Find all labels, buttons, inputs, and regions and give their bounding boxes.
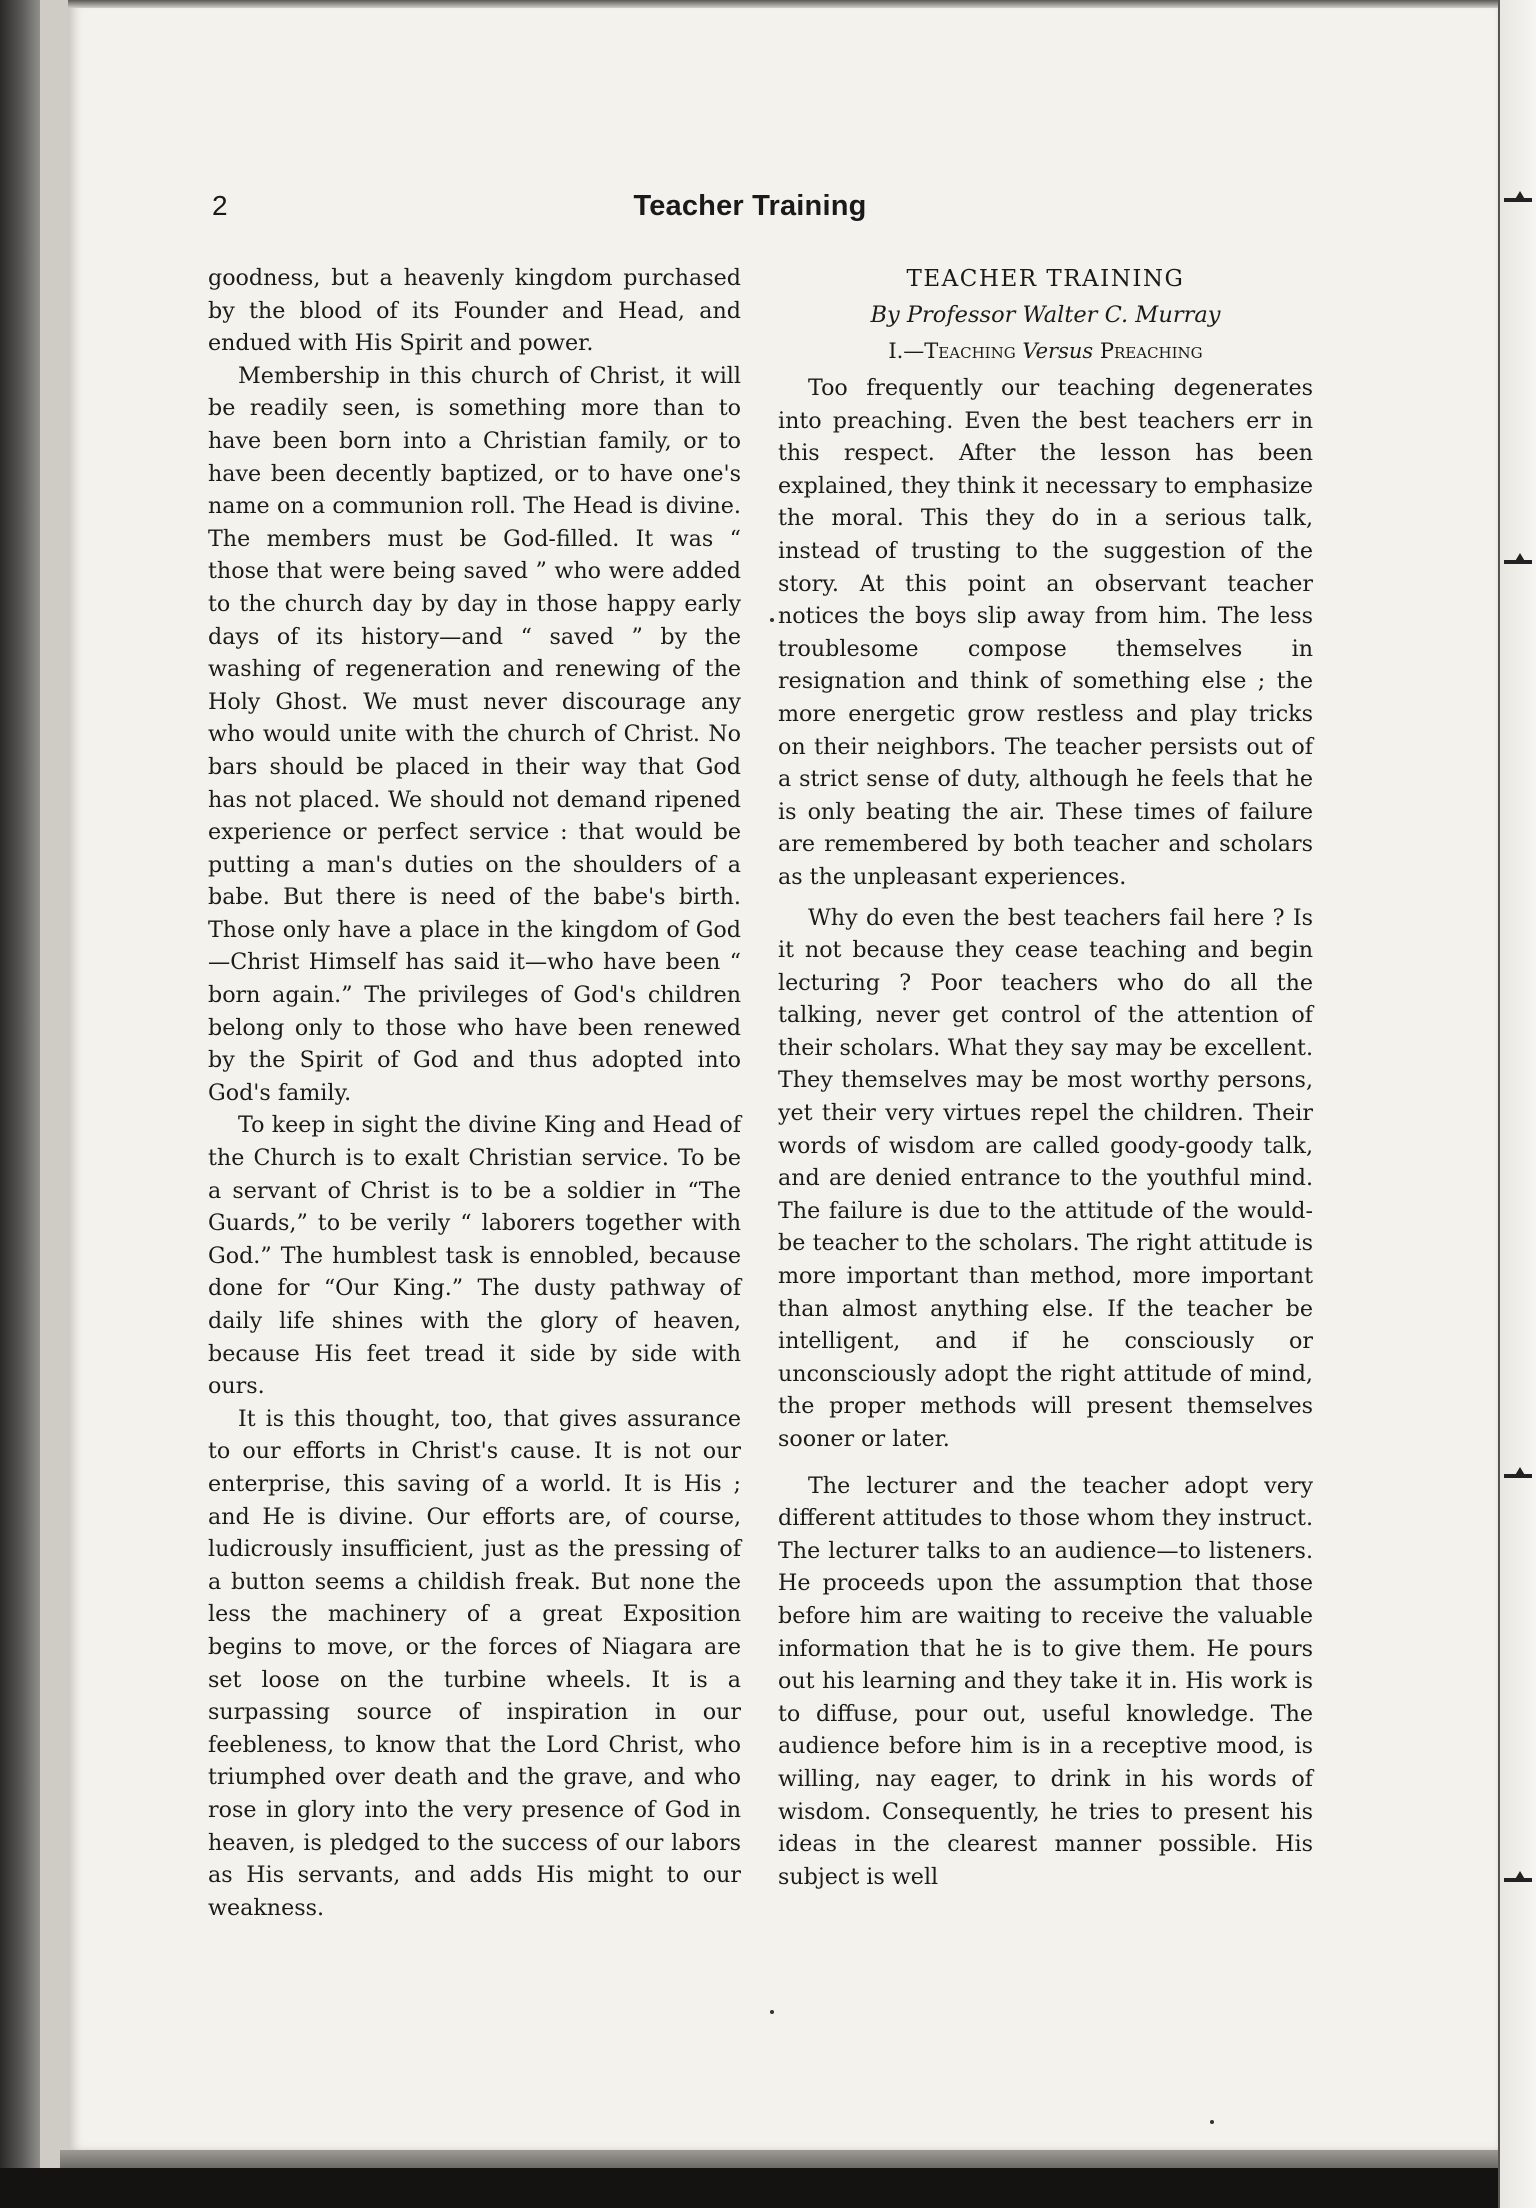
article-byline: By Professor Walter C. Murray <box>870 302 1221 328</box>
scan-marker-icon <box>1504 560 1532 564</box>
paragraph: goodness, but a heavenly kingdom purchased by the blood of its Founder and Head, and endued with His Spirit and power. <box>208 265 741 357</box>
page-bottom-edge <box>60 2150 1520 2168</box>
scan-marker-icon <box>1504 198 1532 202</box>
article-title: TEACHER TRAINING <box>906 266 1185 292</box>
running-title: Teacher Training <box>633 190 867 222</box>
page-top-edge <box>68 0 1508 8</box>
left-column <box>208 262 741 1924</box>
paragraph: Membership in this church of Christ, it will be readily seen, is something more than to have been born into a Christian family, or to have been decently baptized, or to have one's name on a communion roll. The Head is divine. The members must be God-filled. It was “ those that were being saved ” who were added to the church day by day in those happy early days of its history—and “ saved ” by the washing of regeneration and renewing of the Holy Ghost. We must never discourage any who would unite with the church of Christ. No bars should be placed in their way that God has not placed. We should not demand ripened experience or perfect service : that would be putting a man's duties on the shoulders of a babe. But there is need of the babe's birth. Those only have a place in the kingdom of God—Christ Himself has said it—who have been “ born again.” The privileges of God's children belong only to those who have been renewed by the Spirit of God and thus adopted into God's family. <box>208 362 741 1106</box>
scan-background <box>0 2168 1536 2208</box>
scan-speck <box>770 618 774 622</box>
section-heading-suffix: Preaching <box>1099 339 1203 363</box>
section-heading-versus: Versus <box>1022 339 1094 363</box>
scan-right-rule <box>1498 0 1500 2208</box>
paragraph: Why do even the best teachers fail here ? Is it not because they cease teaching and begin lecturing ? Poor teachers who do all the talking, never get control of the attention of their scholars. What they say may be excellent. They themselves may be most worthy persons, yet their very virtues repel the children. Their words of wisdom are called goody-goody talk, and are denied entrance to the youthful mind. The failure is due to the attitude of the would-be teacher to the scholars. The right attitude is more important than method, more important than almost anything else. If the teacher be intelligent, and if he consciously or unconsciously adopt the right attitude of mind, the proper methods will present themselves sooner or later. <box>778 904 1313 1452</box>
scan-speck <box>1210 2120 1214 2124</box>
scan-marker-icon <box>1504 1474 1532 1478</box>
scan-marker-icon <box>1504 1878 1532 1882</box>
paragraph: It is this thought, too, that gives assurance to our efforts in Christ's cause. It is not our enterprise, this saving of a world. It is His ; and He is divine. Our efforts are, of course, ludicrously insufficient, just as the pressing of a button seems a childish freak. But none the less the machinery of a great Exposition begins to move, or the forces of Niagara are set loose on the turbine wheels. It is a surpassing source of inspiration in our feebleness, to know that the Lord Christ, who triumphed over death and the grave, and who rose in glory into the very presence of God in heaven, is pledged to the success of our labors as His servants, and adds His might to our weakness. <box>208 1405 741 1921</box>
paragraph: Too frequently our teaching degenerates into preaching. Even the best teachers err in this respect. After the lesson has been explained, they think it necessary to emphasize the moral. This they do in a serious talk, instead of trusting to the suggestion of the story. At this point an observant teacher notices the boys slip away from him. The less troublesome compose themselves in resignation and think of something else ; the more energetic grow restless and play tricks on their neighbors. The teacher persists out of a strict sense of duty, although he feels that he is only beating the air. These times of failure are remembered by both teacher and scholars as the unpleasant experiences. <box>778 375 1313 890</box>
page-number: 2 <box>212 190 228 221</box>
right-column <box>778 262 1313 1893</box>
scan-speck <box>770 2010 774 2014</box>
paragraph: The lecturer and the teacher adopt very different attitudes to those whom they instruct. The lecturer talks to an audience—to listeners. He proceeds upon the assumption that those before him are waiting to receive the valuable information that he is to give them. He pours out his learning and they take it in. His work is to diffuse, pour out, useful knowledge. The audience before him is in a receptive mood, is willing, nay eager, to drink in his words of wisdom. Consequently, he tries to present his ideas in the clearest manner possible. His subject is well <box>778 1472 1313 1890</box>
section-heading <box>778 334 1313 368</box>
section-heading-prefix: I.—Teaching <box>888 339 1016 363</box>
paragraph: To keep in sight the divine King and Head of the Church is to exalt Christian service. To be a servant of Christ is to be a soldier in “The Guards,” to be verily “ laborers together with God.” The humblest task is ennobled, because done for “Our King.” The dusty pathway of daily life shines with the glory of heaven, because His feet tread it side by side with ours. <box>208 1112 741 1400</box>
